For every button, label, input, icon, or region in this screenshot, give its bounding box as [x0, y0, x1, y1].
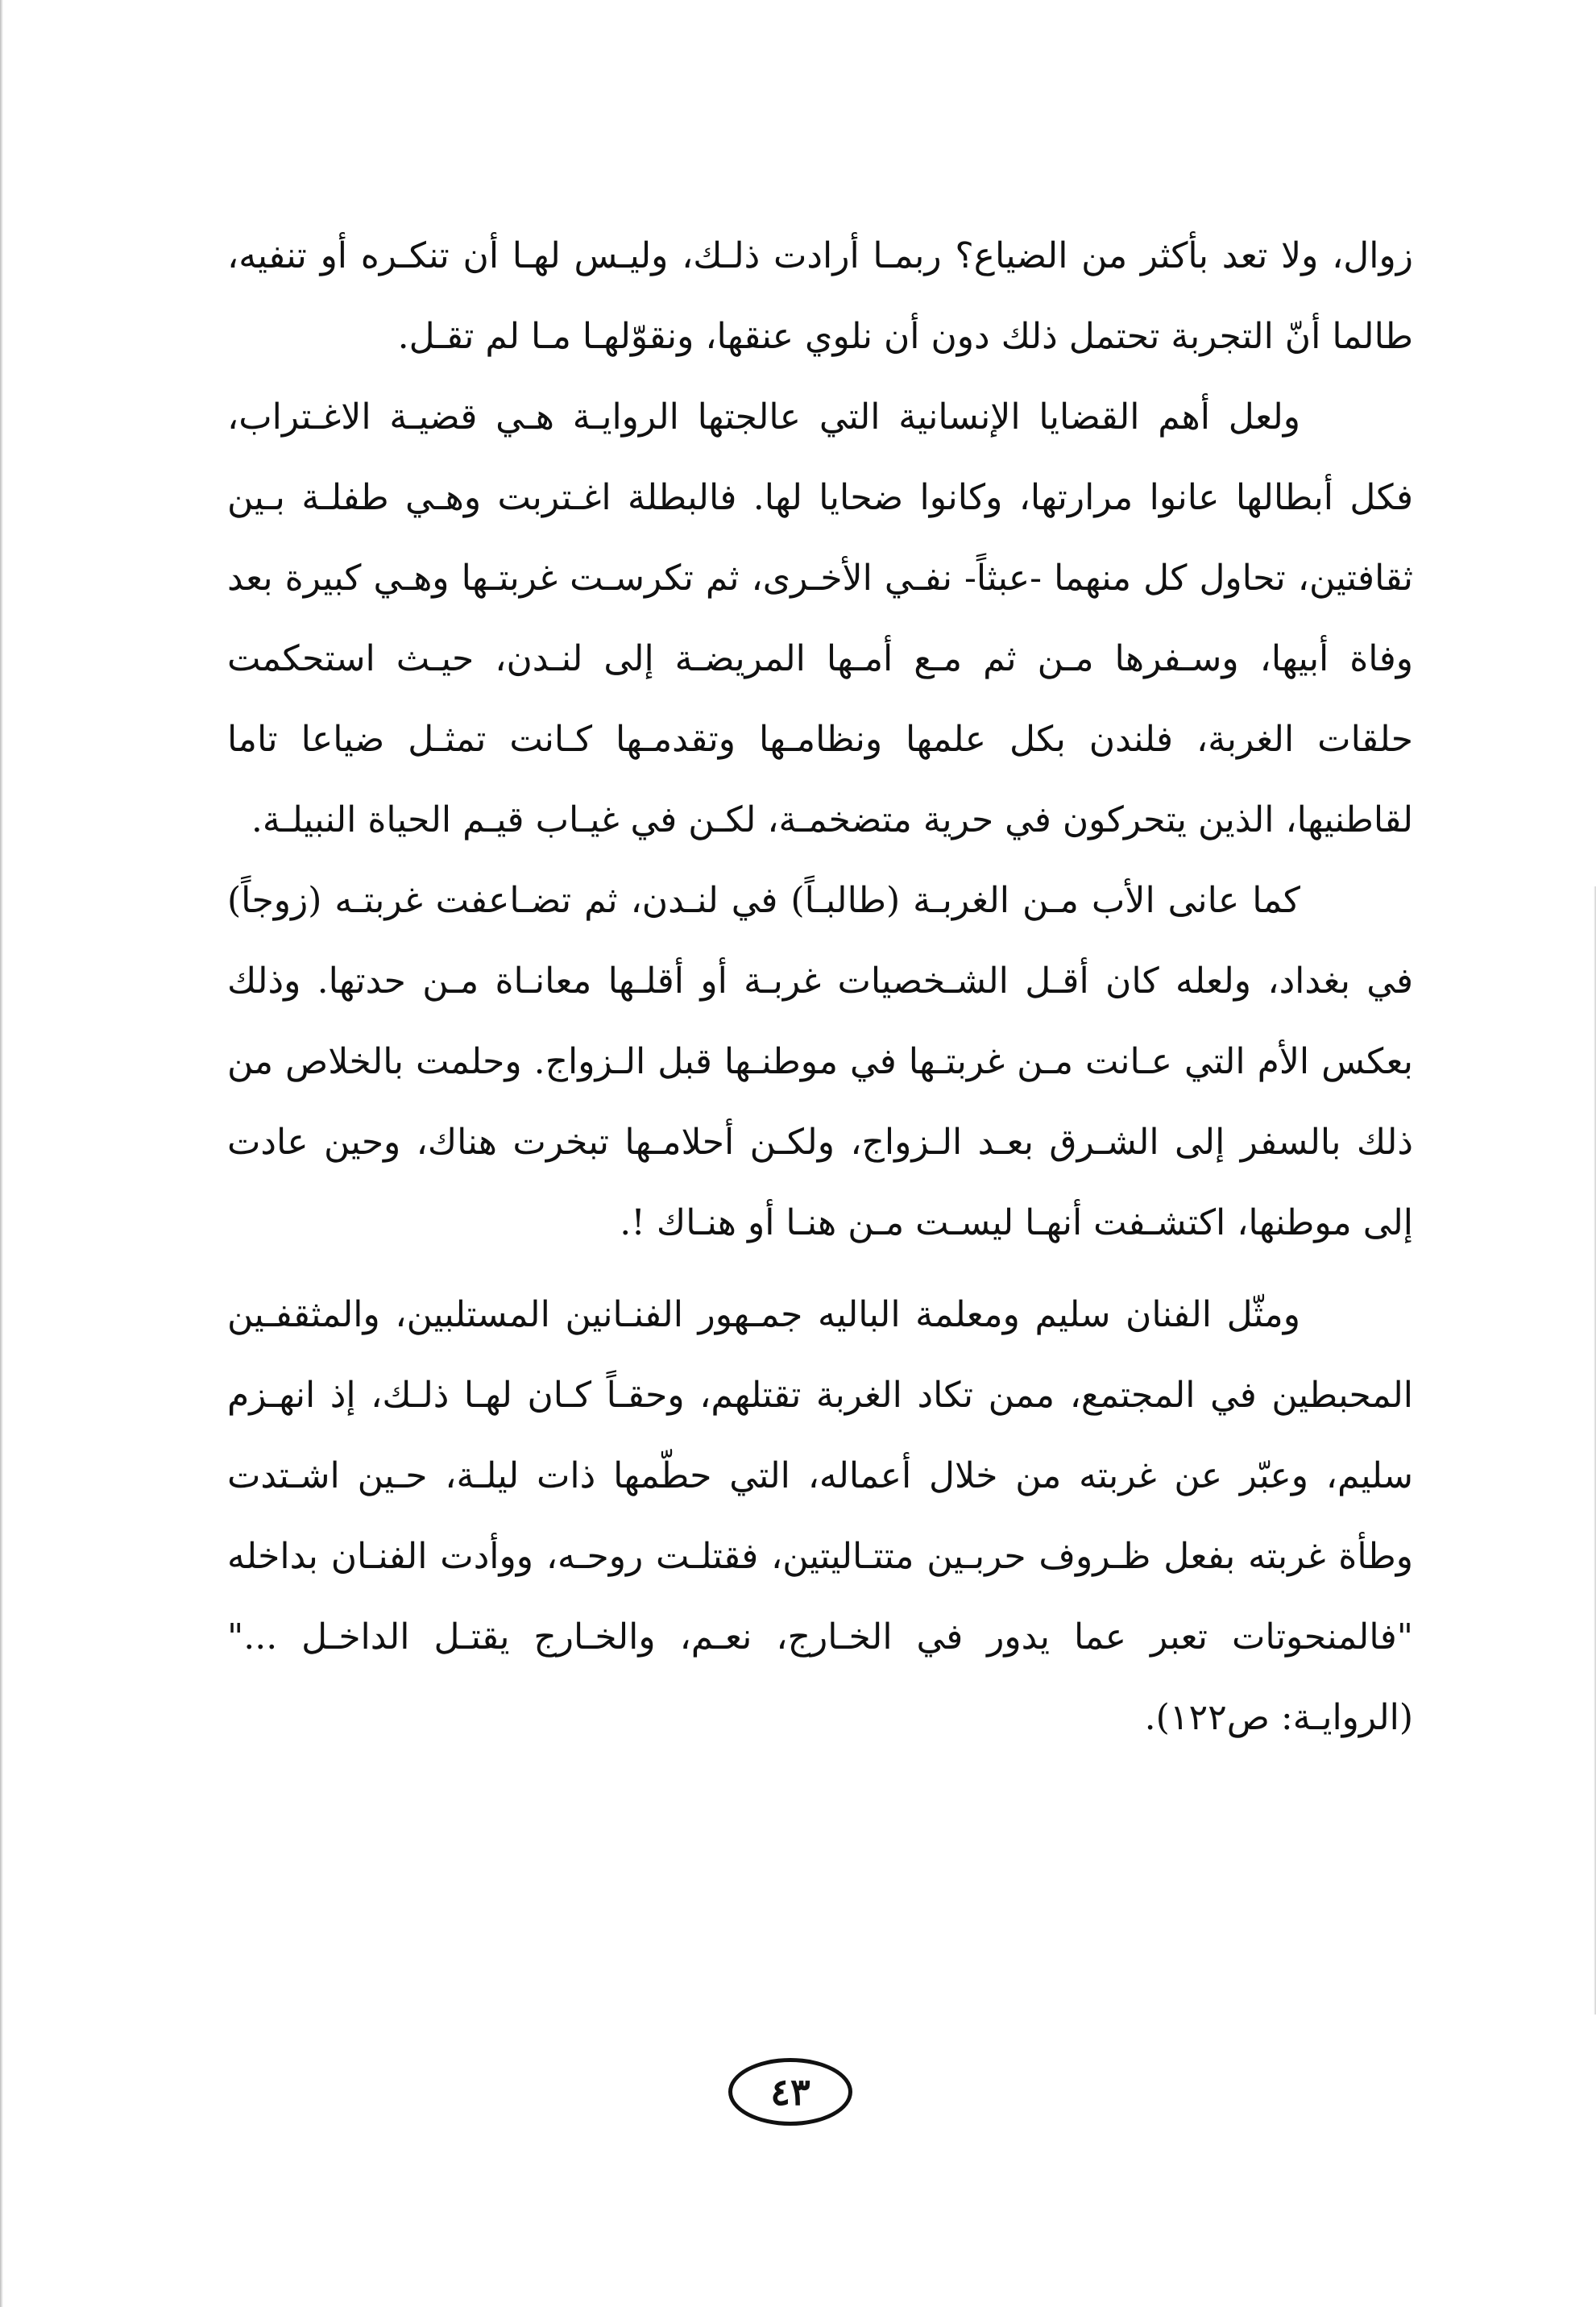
scan-edge-left	[0, 0, 3, 2307]
body-text	[227, 216, 1413, 1758]
page-number: ٤٣	[728, 2058, 852, 2126]
paragraph-artist-salim: ومثّل الفنان سليم ومعلمة الباليه جمـهور الفنـانين المستلبين، والمثقفـين المحبطين في المجتمع، ممن تكاد الغربة تقتلهم، وحقـاً كـان لهـا ذلـك، إذ انهـزم سليم، وعبّر عن غربته من خلال أعماله، التي حطّمها ذات ليلـة، حـين اشـتدت وطأة غربته بفعل ظـروف حربـين متتـاليتين، فقتلـت روحـه، ووأدت الفنـان بداخله "فالمنحوتات تعبر عما يدور في الخـارج، نعـم، والخـارج يقتـل الداخـل ..." (الروايـة: ص١٢٢).	[227, 1294, 1413, 1738]
paragraph-father-mother: كما عانى الأب مـن الغربـة (طالبـاً) في لنـدن، ثم تضـاعفت غربتـه (زوجاً) في بغداد، ولعله كان أقـل الشـخصيات غربـة أو أقلـها معانـاة مـن حدتها. وذلك بعكس الأم التي عـانت مـن غربتـها في موطنـها قبل الـزواج. وحلمت بالخلاص من ذلك بالسفر إلى الشـرق بعـد الـزواج، ولكـن أحلامـها تبخرت هناك، وحين عادت إلى موطنها، اكتشـفت أنهـا ليسـت مـن هنـا أو هنـاك !.	[227, 880, 1413, 1243]
paragraph-alienation-theme: ولعل أهم القضايا الإنسانية التي عالجتها الروايـة هـي قضيـة الاغـتراب، فكل أبطالها عانوا مرارتها، وكانوا ضحايا لها. فالبطلة اغـتربت وهـي طفلـة بـين ثقافتين، تحاول كل منهما -عبثاً- نفـي الأخـرى، ثم تكرسـت غربتـها وهـي كبيرة بعد وفاة أبيها، وسـفرها مـن ثم مـع أمـها المريضـة إلى لنـدن، حيـث استحكمت حلقات الغربة، فلندن بكل علمها ونظامـها وتقدمـها كـانت تمثـل ضياعا تاما لقاطنيها، الذين يتحركون في حرية متضخمـة، لكـن في غيـاب قيـم الحياة النبيلـة.	[227, 396, 1413, 840]
paragraph-continuation: زوال، ولا تعد بأكثر من الضياع؟ ربمـا أرادت ذلـك، وليـس لهـا أن تنكـره أو تنفيه، طالما أنّ التجربة تحتمل ذلك دون أن نلوي عنقها، ونقوّلهـا مـا لم تقـل.	[227, 235, 1413, 357]
